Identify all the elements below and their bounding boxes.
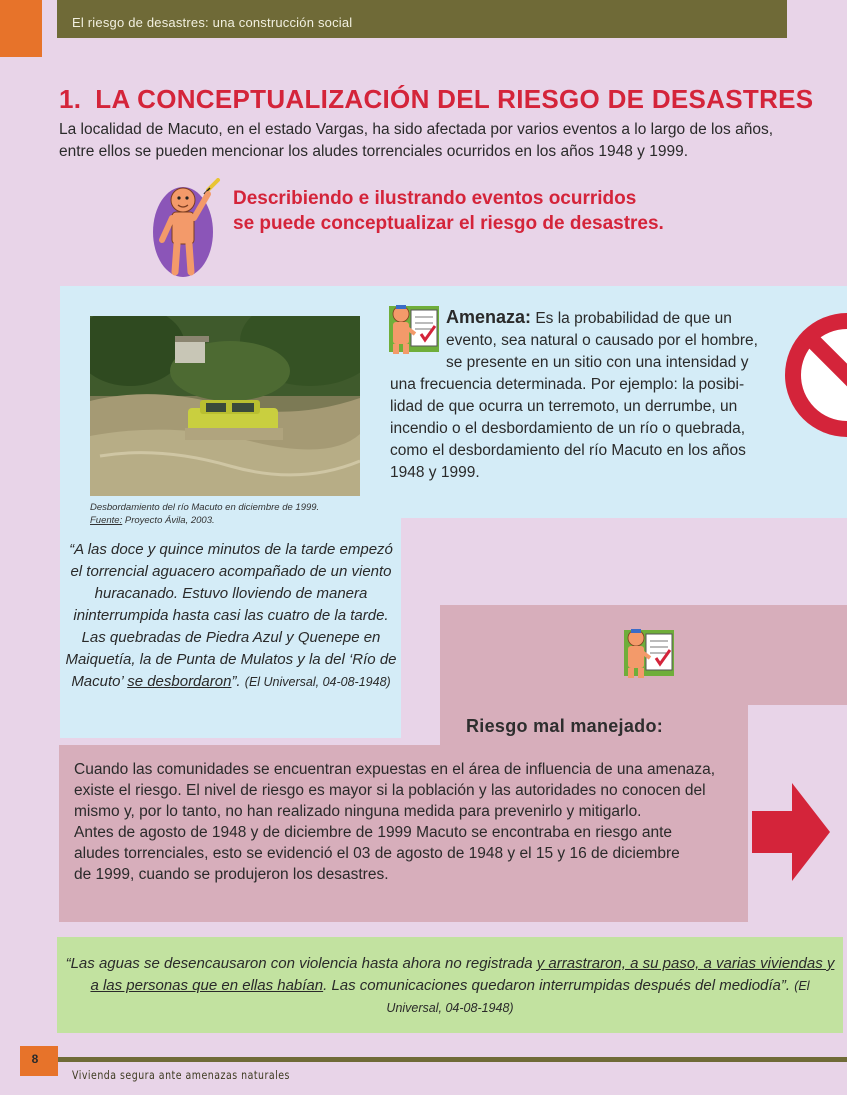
riesgo-line-4: Antes de agosto de 1948 y de diciembre de 1999 Macuto se encontraba en riesgo ante [74, 824, 673, 841]
quote1-citation: (El Universal, 04-08-1948) [244, 675, 391, 689]
section-number: 1. [59, 84, 82, 114]
amenaza-line-1: Es la probabilidad de que un [535, 310, 732, 327]
amenaza-term: Amenaza: [446, 307, 532, 327]
section-title [59, 84, 813, 115]
amenaza-line-5: lidad de que ocurra un terremoto, un derrumbe, un [390, 398, 738, 415]
callout-line-2: se puede conceptualizar el riesgo de desastres. [233, 213, 664, 234]
corner-tab [0, 0, 42, 57]
riesgo-paragraph [74, 759, 744, 885]
caption-text: Desbordamiento del río Macuto en diciembre de 1999. [90, 502, 320, 513]
riesgo-line-5: aludes torrenciales, esto se evidenció el 03 de agosto de 1948 y el 15 y 16 de diciembre [74, 845, 680, 862]
amenaza-line-3: se presente en un sitio con una intensidad y [446, 354, 749, 371]
amenaza-line-4: una frecuencia determinada. Por ejemplo: la posibi- [390, 376, 745, 393]
quote1-underlined: se desbordaron [127, 673, 232, 690]
caption-source-label: Fuente: [90, 515, 123, 526]
riesgo-title: Riesgo mal manejado: [466, 716, 664, 736]
riesgo-line-6: de 1999, cuando se produjeron los desastres. [74, 866, 389, 883]
riesgo-line-3: mismo y, por lo tanto, no han realizado ninguna medida para prevenirlo y mitigarlo. [74, 803, 642, 820]
quote2-underlined: y arrastraron, a su paso, a varias viviendas y a las personas que en ellas habían [90, 955, 835, 994]
amenaza-line-7: como el desbordamiento del río Macuto en los años [390, 442, 746, 459]
running-title: El riesgo de desastres: una construcción social [72, 15, 353, 30]
teacher-checklist-icon [620, 624, 678, 680]
amenaza-line-8: 1948 y 1999. [390, 464, 480, 481]
amenaza-line-6: incendio o el desbordamiento de un río o quebrada, [390, 420, 746, 437]
amenaza-definition [390, 306, 780, 484]
quote1-closing: ”. [231, 673, 241, 690]
pencil-mascot-icon [150, 178, 230, 278]
quote2-opening: “Las aguas se desencausaron con violencia hasta ahora no registrada [65, 955, 533, 972]
footer-rule [57, 1057, 847, 1062]
arrow-right-icon [752, 783, 830, 881]
newspaper-quote-1948 [62, 539, 400, 693]
quote2-closing: . Las comunicaciones quedaron interrumpidas después del mediodía”. [323, 977, 791, 994]
photo-caption [90, 501, 319, 527]
quote1-text: “A las doce y quince minutos de la tarde empezó el torrencial aguacero acompañado de un viento huracanado. Estuvo lloviendo de manera ininterrumpida hasta casi las cuatro de la tarde. Las quebradas de Piedra Azul y Quenepe en Maiquetía, la de Punta de Mulatos y la del ‘Río de Macuto’ [65, 541, 397, 690]
book-title: Vivienda segura ante amenazas naturales [72, 1068, 290, 1082]
section-title-text: LA CONCEPTUALIZACIÓN DEL RIESGO DE DESASTRES [95, 84, 814, 114]
prohibition-sign-icon [782, 310, 847, 440]
newspaper-quote-1948-b [62, 953, 838, 1019]
riesgo-line-2: existe el riesgo. El nivel de riesgo es mayor si la población y las autoridades no conocen del [74, 782, 706, 799]
page-number: 8 [31, 1052, 39, 1066]
callout-line-1: Describiendo e ilustrando eventos ocurridos [233, 188, 637, 209]
callout-text [233, 186, 664, 236]
intro-paragraph: La localidad de Macuto, en el estado Vargas, ha sido afectada por varios eventos a lo largo de los años, entre ellos se pueden mencionar los aludes torrenciales ocurridos en los años 1948 y 1999. [59, 121, 774, 160]
amenaza-line-2: evento, sea natural o causado por el hombre, [446, 332, 758, 349]
caption-source-value: Proyecto Ávila, 2003. [124, 515, 215, 526]
flood-photo [90, 316, 360, 496]
quote2-citation: (El Universal, 04-08-1948) [386, 979, 810, 1015]
riesgo-line-1: Cuando las comunidades se encuentran expuestas en el área de influencia de una amenaza, [74, 761, 716, 778]
